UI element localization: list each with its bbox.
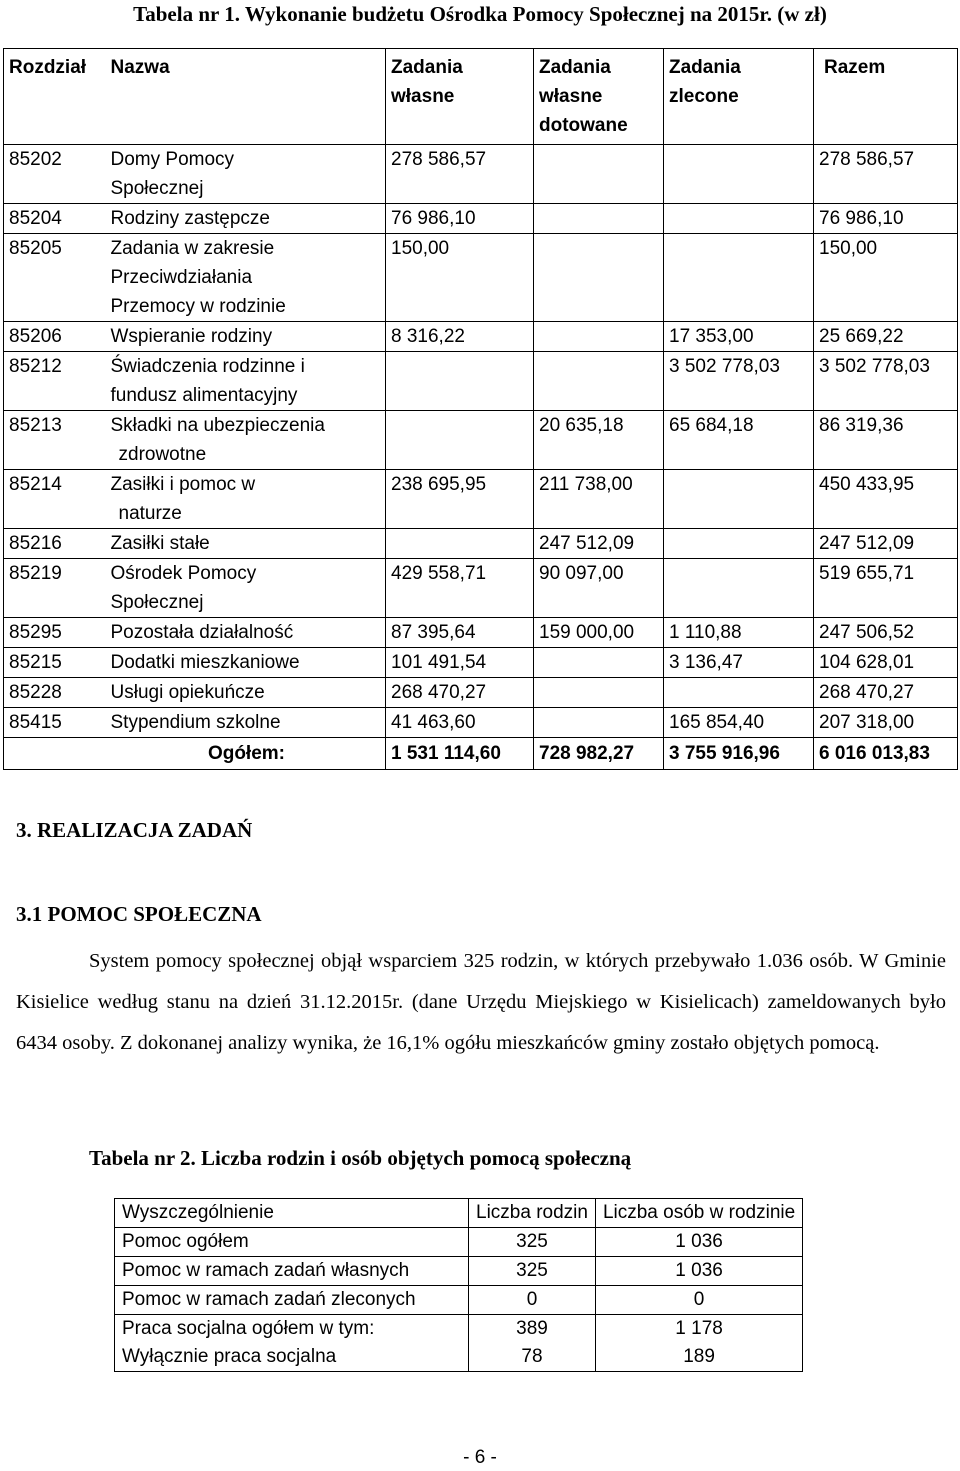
cell-nazwa-line: zdrowotne — [118, 444, 207, 465]
cell-zlecone — [664, 559, 814, 618]
cell-nazwa — [106, 145, 386, 204]
budget-table — [3, 48, 958, 770]
section3-heading: 3. REALIZACJA ZADAŃ — [16, 818, 253, 842]
cell-razem: 519 655,71 — [814, 559, 958, 618]
cell-dotowane — [534, 234, 664, 322]
cell-nazwa-line: Przeciwdziałania — [110, 267, 253, 288]
cell-wlasne: 41 463,60 — [386, 708, 534, 738]
cell-zlecone: 3 136,47 — [664, 648, 814, 678]
cell-dotowane — [534, 322, 664, 352]
families-table — [114, 1198, 803, 1372]
table1-title: Tabela nr 1. Wykonanie budżetu Ośrodka Pomocy Społecznej na 2015r. (w zł) — [133, 2, 827, 26]
cell-wlasne — [386, 352, 534, 411]
cell-rozdzial: 85204 — [4, 204, 106, 234]
budget-table-body — [4, 145, 958, 770]
cell-dotowane — [534, 352, 664, 411]
table-row — [4, 470, 958, 529]
table-row — [4, 648, 958, 678]
cell-rodzin: 325 — [469, 1228, 596, 1257]
cell-nazwa-line: naturze — [118, 503, 182, 524]
cell-nazwa-line: Wspieranie rodziny — [110, 326, 273, 347]
cell-dotowane: 247 512,09 — [534, 529, 664, 559]
table-row — [4, 145, 958, 204]
cell-wlasne — [386, 411, 534, 470]
cell-label-line: Praca socjalna ogółem w tym: — [122, 1318, 375, 1339]
cell-nazwa-line: Domy Pomocy — [110, 149, 235, 170]
cell-nazwa-line: Przemocy w rodzinie — [110, 296, 286, 317]
cell-nazwa-line: Zasiłki i pomoc w — [110, 474, 256, 495]
cell-nazwa-line: Społecznej — [110, 592, 204, 613]
cell-dotowane: 20 635,18 — [534, 411, 664, 470]
cell-razem: 207 318,00 — [814, 708, 958, 738]
total-wlasne: 1 531 114,60 — [386, 738, 534, 770]
table-row — [4, 234, 958, 322]
cell-rozdzial: 85216 — [4, 529, 106, 559]
cell-label: Pomoc w ramach zadań zleconych — [115, 1286, 469, 1315]
section31-heading: 3.1 POMOC SPOŁECZNA — [16, 902, 262, 926]
cell-nazwa — [106, 204, 386, 234]
cell-zlecone: 17 353,00 — [664, 322, 814, 352]
cell-dotowane: 159 000,00 — [534, 618, 664, 648]
section31-paragraph — [16, 941, 946, 1064]
table-row — [115, 1286, 803, 1315]
cell-dotowane — [534, 678, 664, 708]
cell-rozdzial: 85228 — [4, 678, 106, 708]
total-dotowane: 728 982,27 — [534, 738, 664, 770]
cell-zlecone: 1 110,88 — [664, 618, 814, 648]
families-table-body — [115, 1228, 803, 1372]
cell-dotowane: 211 738,00 — [534, 470, 664, 529]
cell-nazwa-line: Zasiłki stałe — [110, 533, 210, 554]
cell-razem: 268 470,27 — [814, 678, 958, 708]
table-row — [4, 204, 958, 234]
header-rozdzial: Rozdział — [4, 49, 106, 145]
cell-wlasne: 268 470,27 — [386, 678, 534, 708]
cell-wlasne: 150,00 — [386, 234, 534, 322]
cell-dotowane — [534, 708, 664, 738]
cell-razem: 104 628,01 — [814, 648, 958, 678]
cell-zlecone: 65 684,18 — [664, 411, 814, 470]
cell-nazwa-line: Usługi opiekuńcze — [110, 682, 265, 703]
cell-osob-line: 1 178 — [675, 1318, 723, 1339]
cell-wlasne: 101 491,54 — [386, 648, 534, 678]
cell-label-line: Wyłącznie praca socjalna — [122, 1346, 337, 1367]
cell-zlecone — [664, 470, 814, 529]
cell-nazwa — [106, 352, 386, 411]
cell-nazwa-line: Zadania w zakresie — [110, 238, 275, 259]
cell-wlasne: 278 586,57 — [386, 145, 534, 204]
cell-nazwa-line: Pozostała działalność — [110, 622, 294, 643]
cell-nazwa — [106, 648, 386, 678]
table-row — [4, 352, 958, 411]
table-row — [4, 559, 958, 618]
table-row — [4, 708, 958, 738]
header-nazwa: Nazwa — [106, 49, 386, 145]
cell-wlasne: 429 558,71 — [386, 559, 534, 618]
cell-razem: 25 669,22 — [814, 322, 958, 352]
cell-razem: 247 506,52 — [814, 618, 958, 648]
cell-zlecone — [664, 234, 814, 322]
cell-wlasne — [386, 529, 534, 559]
cell-zlecone — [664, 204, 814, 234]
cell-wlasne: 238 695,95 — [386, 470, 534, 529]
total-label: Ogółem: — [4, 738, 386, 770]
table-row — [115, 1228, 803, 1257]
cell-rozdzial: 85219 — [4, 559, 106, 618]
cell-osob — [595, 1315, 802, 1372]
header-liczba-osob: Liczba osób w rodzinie — [595, 1199, 802, 1228]
families-table-header — [115, 1199, 803, 1228]
cell-nazwa-line: Społecznej — [110, 178, 204, 199]
cell-label — [115, 1315, 469, 1372]
paragraph-text: System pomocy społecznej objął wsparciem 325 rodzin, w których przebywało 1.036 osób. W Gminie Kisielice według stanu na dzień 31.12.2015r. (dane Urzędu Miejskiego w Kisielicach) zameldowanych było 6434 osoby. Z dokonanej analizy wynika, że 16,1% ogółu mieszkańców gminy zostało objętych pomocą. — [16, 950, 946, 1054]
header-dotowane: Zadania własne dotowane — [534, 49, 664, 145]
cell-zlecone: 165 854,40 — [664, 708, 814, 738]
cell-rozdzial: 85205 — [4, 234, 106, 322]
cell-rozdzial: 85295 — [4, 618, 106, 648]
cell-nazwa — [106, 708, 386, 738]
table-row — [4, 618, 958, 648]
cell-rozdzial: 85212 — [4, 352, 106, 411]
cell-rozdzial: 85415 — [4, 708, 106, 738]
cell-zlecone — [664, 678, 814, 708]
cell-rozdzial: 85213 — [4, 411, 106, 470]
cell-dotowane — [534, 204, 664, 234]
cell-zlecone — [664, 529, 814, 559]
header-wyszczegolnienie: Wyszczególnienie — [115, 1199, 469, 1228]
cell-zlecone — [664, 145, 814, 204]
cell-nazwa-line: Ośrodek Pomocy — [110, 563, 257, 584]
cell-rozdzial: 85214 — [4, 470, 106, 529]
total-razem: 6 016 013,83 — [814, 738, 958, 770]
table-row — [4, 322, 958, 352]
cell-osob: 1 036 — [595, 1228, 802, 1257]
header-wlasne: Zadania własne — [386, 49, 534, 145]
cell-rodzin-line: 78 — [521, 1346, 543, 1367]
cell-dotowane: 90 097,00 — [534, 559, 664, 618]
cell-nazwa-line: Dodatki mieszkaniowe — [110, 652, 300, 673]
cell-rodzin: 325 — [469, 1257, 596, 1286]
cell-wlasne: 76 986,10 — [386, 204, 534, 234]
cell-wlasne: 8 316,22 — [386, 322, 534, 352]
table2-title: Tabela nr 2. Liczba rodzin i osób objętych pomocą społeczną — [89, 1146, 632, 1170]
cell-osob-line: 189 — [683, 1346, 715, 1367]
cell-razem: 278 586,57 — [814, 145, 958, 204]
cell-rozdzial: 85202 — [4, 145, 106, 204]
cell-label: Pomoc w ramach zadań własnych — [115, 1257, 469, 1286]
cell-rodzin-line: 389 — [516, 1318, 548, 1339]
table-row — [115, 1315, 803, 1372]
cell-osob: 1 036 — [595, 1257, 802, 1286]
cell-nazwa-line: Stypendium szkolne — [110, 712, 281, 733]
cell-razem: 3 502 778,03 — [814, 352, 958, 411]
cell-zlecone: 3 502 778,03 — [664, 352, 814, 411]
cell-wlasne: 87 395,64 — [386, 618, 534, 648]
cell-razem: 86 319,36 — [814, 411, 958, 470]
cell-rodzin: 0 — [469, 1286, 596, 1315]
total-zlecone: 3 755 916,96 — [664, 738, 814, 770]
cell-nazwa — [106, 322, 386, 352]
table-row — [4, 529, 958, 559]
cell-rodzin — [469, 1315, 596, 1372]
cell-label: Pomoc ogółem — [115, 1228, 469, 1257]
cell-nazwa — [106, 529, 386, 559]
cell-nazwa-line: Rodziny zastępcze — [110, 208, 270, 229]
cell-razem: 76 986,10 — [814, 204, 958, 234]
header-razem: Razem — [814, 49, 958, 145]
cell-nazwa-line: Składki na ubezpieczenia — [110, 415, 325, 436]
cell-nazwa — [106, 678, 386, 708]
cell-nazwa — [106, 411, 386, 470]
cell-nazwa — [106, 559, 386, 618]
cell-nazwa-line: fundusz alimentacyjny — [110, 385, 298, 406]
cell-razem: 150,00 — [814, 234, 958, 322]
cell-nazwa — [106, 470, 386, 529]
cell-osob: 0 — [595, 1286, 802, 1315]
cell-dotowane — [534, 648, 664, 678]
table-row — [4, 411, 958, 470]
cell-dotowane — [534, 145, 664, 204]
cell-nazwa — [106, 618, 386, 648]
cell-nazwa-line: Świadczenia rodzinne i — [110, 356, 305, 377]
header-zlecone: Zadania zlecone — [664, 49, 814, 145]
cell-nazwa — [106, 234, 386, 322]
table-row — [4, 678, 958, 708]
page-number: - 6 - — [463, 1447, 497, 1468]
cell-razem: 450 433,95 — [814, 470, 958, 529]
cell-rozdzial: 85206 — [4, 322, 106, 352]
cell-razem: 247 512,09 — [814, 529, 958, 559]
total-row — [4, 738, 958, 770]
header-liczba-rodzin: Liczba rodzin — [469, 1199, 596, 1228]
table-row — [115, 1257, 803, 1286]
budget-table-header — [4, 49, 958, 145]
cell-rozdzial: 85215 — [4, 648, 106, 678]
